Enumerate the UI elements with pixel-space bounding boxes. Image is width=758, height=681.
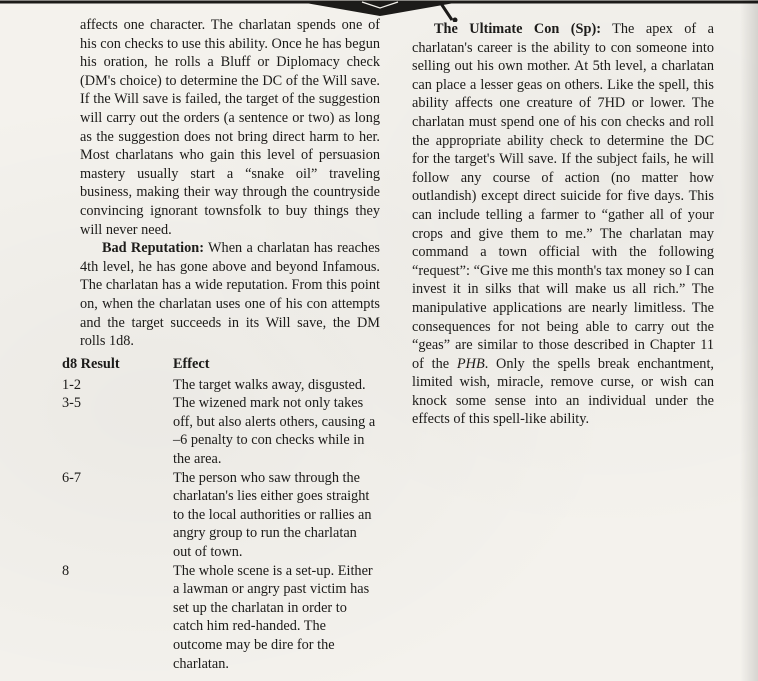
roll-cell: 3-5 — [62, 395, 82, 412]
d8-result-table — [62, 355, 382, 673]
bad-reputation-heading: Bad Reputation: — [102, 240, 205, 257]
table-row — [62, 394, 382, 468]
roll-cell: 8 — [62, 562, 70, 579]
table-row — [62, 376, 382, 395]
roll-cell: 1-2 — [62, 376, 82, 393]
phb-reference: PHB — [456, 355, 485, 372]
right-column — [412, 20, 714, 429]
effect-cell: The whole scene is a set-up. Either a lawman or angry past victim has set up the charlatan in order to catch him red-handed. The outcome may be dire for the charlatan. — [173, 562, 373, 672]
table-header — [62, 355, 382, 374]
ultimate-con-text-end: . Only the spells break enchantment, limited wish, miracle, remove curse, or wish can knock some sense into an individual under the effects of this spell-like ability. — [412, 355, 715, 428]
roll-cell: 6-7 — [62, 469, 82, 486]
bad-reputation-text: When a charlatan has reaches 4th level, he has gone above and beyond Infamous. The charlatan has a wide reputation. From this point on, when the charlatan uses one of his con attempts and the target succeeds in its Will save, the DM rolls 1d8. — [80, 240, 380, 350]
ultimate-con-paragraph — [412, 20, 714, 429]
effect-cell: The person who saw through the charlatan's lies either goes straight to the local authorities or rallies an angry group to run the charlatan out of town. — [173, 469, 372, 560]
left-column — [80, 16, 380, 351]
bad-reputation-paragraph — [80, 239, 380, 351]
effect-cell: The target walks away, disgusted. — [173, 376, 366, 393]
effect-column-header: Effect — [173, 356, 210, 372]
charlatan-ability-paragraph: affects one character. The charlatan spends one of his con checks to use this ability. Once he has begun his oration, he rolls a Bluff or Diplomacy check (DM's choice) to determine the DC of the Will save. If the Will save is failed, the target of the suggestion will carry out the orders (a sentence or two) as long as the suggestion does not bring direct harm to her. Most charlatans who gain this level of persuasion mastery usually start a “snake oil” traveling business, making their way through the countryside convincing ignorant townsfolk to buy things they will never need. — [80, 17, 380, 238]
ultimate-con-text: The apex of a charlatan's career is the ability to con someone into selling out his own mother. At 5th level, a charlatan can place a lesser geas on others. Like the spell, this ability affects one creature of 7HD or lower. The charlatan must spend one of his con checks and roll the appropriate ability check to determine the DC for the target's Will save. If the subject fails, he will follow any course of action (no matter how outlandish) except direct suicide for five days. This can include telling a farmer to “gather all of your crops and give them to me.” The charlatan may command a town official with the following “request”: “Give me this month's tax money so I can invest it in silks that will make us all rich.” The manipulative applications are nearly limitless. The consequences for not being able to carry out the “geas” are similar to those described in Chapter 11 of the — [412, 21, 714, 372]
table-row — [62, 469, 382, 562]
ultimate-con-heading: The Ultimate Con (Sp): — [434, 21, 601, 37]
table-row — [62, 562, 382, 674]
result-column-header: d8 Result — [62, 356, 120, 372]
page-edge-shadow — [740, 0, 758, 681]
effect-cell: The wizened mark not only takes off, but also alerts others, causing a –6 penalty to con checks while in the area. — [173, 395, 376, 467]
